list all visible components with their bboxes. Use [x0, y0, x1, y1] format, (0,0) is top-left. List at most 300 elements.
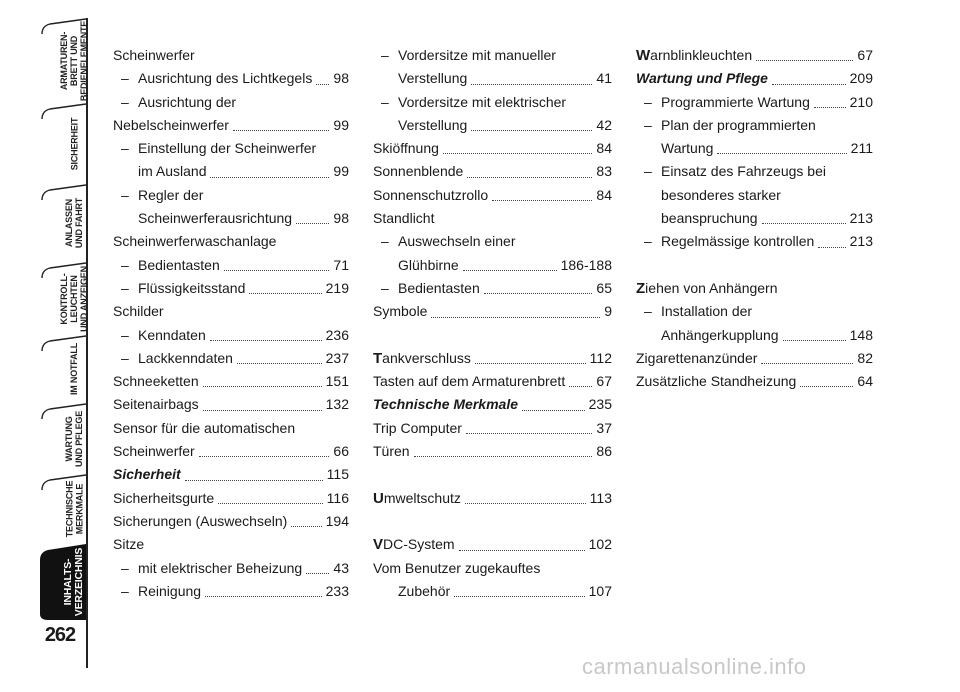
index-entry	[113, 533, 349, 556]
index-entry	[373, 207, 612, 230]
entry-page-number[interactable]: 67	[854, 44, 873, 67]
entry-text: Bedientasten	[138, 256, 220, 273]
index-entry	[636, 91, 873, 114]
entry-text: im Ausland	[138, 163, 207, 180]
sidebar-tab-3[interactable]	[40, 184, 108, 262]
entry-label	[398, 257, 462, 273]
index-entry	[113, 137, 349, 160]
entry-label	[113, 513, 290, 529]
index-entry	[373, 370, 612, 393]
entry-page-number[interactable]: 151	[323, 370, 349, 393]
entry-text: Sonnenblende	[373, 163, 464, 180]
tab-label: SICHERHEIT	[68, 117, 79, 170]
entry-page-number[interactable]: 43	[330, 557, 349, 580]
index-entry	[373, 44, 612, 67]
index-entry	[373, 137, 612, 160]
entry-text: Sicherheitsgurte	[113, 489, 215, 506]
index-entry	[113, 300, 349, 323]
tab-label-wrap	[40, 262, 108, 335]
entry-label	[121, 350, 236, 366]
index-column-3	[636, 44, 873, 393]
entry-page-number[interactable]: 66	[330, 440, 349, 463]
entry-text: Sicherungen (Auswechseln)	[113, 512, 288, 529]
index-entry	[636, 184, 873, 207]
entry-text: Verstellung	[398, 116, 468, 133]
entry-text: Sicherheit	[113, 466, 181, 483]
entry-page-number[interactable]: 219	[323, 277, 349, 300]
index-entry	[113, 44, 349, 67]
index-entry	[373, 160, 612, 183]
entry-label	[644, 94, 813, 110]
page-number: 262	[44, 624, 76, 646]
leader-dots	[814, 107, 846, 108]
entry-text: Einstellung der Scheinwerfer	[138, 140, 317, 157]
leader-dots	[296, 223, 329, 224]
entry-text: DC-System	[383, 536, 455, 553]
entry-page-number[interactable]: 148	[847, 324, 873, 347]
entry-page-number[interactable]: 213	[847, 207, 873, 230]
leader-dots	[484, 293, 592, 294]
index-entry	[113, 580, 349, 603]
entry-page-number[interactable]: 99	[330, 114, 349, 137]
dash-marker: –	[644, 93, 652, 110]
dash-marker: –	[121, 256, 129, 273]
entry-page-number[interactable]: 65	[593, 277, 612, 300]
leader-dots	[471, 84, 592, 85]
dash-marker: –	[121, 70, 129, 87]
index-entry	[373, 300, 612, 323]
entry-label	[138, 210, 295, 226]
tab-label: KONTROLL- LEUCHTEN UND ANZEIGEN	[59, 265, 89, 332]
tab-label: WARTUNG UND PFLEGE	[63, 410, 84, 467]
leader-dots	[522, 410, 585, 411]
tab-label-wrap	[40, 474, 108, 544]
entry-label	[121, 257, 223, 273]
leader-dots	[414, 456, 592, 457]
index-entry	[636, 137, 873, 160]
entry-label	[121, 583, 204, 599]
sidebar-tab-6[interactable]	[40, 403, 108, 474]
entry-page-number[interactable]: 186-188	[558, 254, 612, 277]
entry-page-number[interactable]: 86	[593, 440, 612, 463]
dash-marker: –	[381, 93, 389, 110]
index-entry	[373, 580, 612, 603]
entry-page-number[interactable]: 112	[587, 347, 612, 370]
dash-marker: –	[121, 279, 129, 296]
entry-label	[636, 280, 781, 296]
entry-label	[398, 117, 470, 133]
tab-label: IM NOTFALL	[69, 343, 79, 395]
entry-text: Wartung und Pflege	[636, 70, 768, 87]
index-entry	[636, 114, 873, 137]
leader-dots	[467, 177, 592, 178]
leader-dots	[772, 84, 846, 85]
entry-text: Schilder	[113, 303, 164, 320]
entry-text: Ausrichtung der	[138, 93, 237, 110]
entry-text: Tasten auf dem Armaturenbrett	[373, 373, 566, 390]
entry-label	[121, 187, 206, 203]
tab-label-wrap	[40, 184, 108, 262]
entry-text: Sitze	[113, 536, 145, 553]
leader-dots	[818, 247, 846, 248]
leader-dots	[431, 317, 600, 318]
entry-text: mit elektrischer Beheizung	[138, 559, 303, 576]
dash-marker: –	[121, 559, 129, 576]
entry-text: Nebelscheinwerfer	[113, 116, 229, 133]
leader-dots	[249, 293, 322, 294]
entry-text: Sonnenschutzrollo	[373, 186, 489, 203]
leader-dots	[306, 573, 329, 574]
entry-text: mweltschutz	[383, 489, 461, 506]
entry-page-number[interactable]: 99	[330, 160, 349, 183]
index-entry	[113, 207, 349, 230]
entry-label	[373, 373, 568, 389]
leader-dots	[717, 153, 847, 154]
entry-label	[121, 140, 319, 156]
dash-marker: –	[121, 349, 129, 366]
dash-marker: –	[644, 163, 652, 180]
index-spacer	[636, 254, 873, 277]
entry-text: Sensor für die automatischen	[113, 419, 296, 436]
leader-dots	[465, 503, 586, 504]
leader-dots	[237, 363, 322, 364]
entry-label	[121, 70, 315, 86]
entry-text: Seitenairbags	[113, 396, 199, 413]
sidebar-tab-8[interactable]	[40, 544, 108, 620]
index-entry	[373, 67, 612, 90]
leader-dots	[471, 130, 592, 131]
index-entry	[113, 440, 349, 463]
entry-text: Verstellung	[398, 70, 468, 87]
entry-page-number[interactable]: 42	[593, 114, 612, 137]
index-entry	[113, 487, 349, 510]
entry-text: Technische Merkmale	[373, 396, 518, 413]
index-entry	[113, 67, 349, 90]
index-entry	[373, 277, 612, 300]
entry-label	[661, 140, 716, 156]
entry-label	[644, 117, 819, 133]
dash-marker: –	[644, 116, 652, 133]
entry-text: arnblinkleuchten	[650, 47, 753, 63]
leader-dots	[492, 200, 592, 201]
dash-marker: –	[381, 47, 389, 63]
entry-text: Vordersitze mit manueller	[398, 47, 556, 63]
index-entry	[636, 370, 873, 393]
leader-dots	[185, 480, 323, 481]
index-entry	[113, 254, 349, 277]
entry-page-number[interactable]: 235	[586, 393, 612, 416]
index-entry	[113, 463, 349, 486]
leader-dots	[761, 363, 853, 364]
entry-text: Trip Computer	[373, 419, 462, 436]
index-entry	[113, 370, 349, 393]
dash-marker: –	[644, 303, 652, 320]
entry-page-number[interactable]: 115	[324, 463, 349, 486]
entry-page-number[interactable]: 71	[330, 254, 349, 277]
leader-dots	[233, 130, 329, 131]
index-entry	[373, 184, 612, 207]
entry-page-number[interactable]: 233	[323, 580, 349, 603]
entry-text: Scheinwerfer	[113, 443, 195, 460]
entry-text: Zigarettenanzünder	[636, 349, 758, 366]
entry-label	[661, 210, 761, 226]
entry-text: Flüssigkeitsstand	[138, 279, 246, 296]
entry-label	[373, 443, 413, 459]
leader-dots	[800, 386, 853, 387]
index-entry	[373, 440, 612, 463]
entry-label	[636, 70, 771, 86]
entry-label	[644, 233, 817, 249]
entry-text: ankverschluss	[382, 349, 471, 366]
index-entry	[636, 277, 873, 300]
dash-marker: –	[121, 140, 129, 157]
entry-text: Kenndaten	[138, 326, 206, 343]
index-spacer	[373, 463, 612, 486]
entry-text: Auswechseln einer	[398, 233, 516, 250]
leader-dots	[205, 596, 322, 597]
entry-label	[373, 560, 543, 576]
entry-text: Lackkenndaten	[138, 349, 233, 366]
entry-label	[381, 47, 559, 63]
index-column-2	[373, 44, 612, 603]
index-entry	[636, 207, 873, 230]
leader-dots	[783, 340, 846, 341]
leader-dots	[463, 270, 557, 271]
entry-label	[373, 140, 442, 156]
entry-label	[373, 536, 458, 552]
entry-page-number[interactable]: 116	[324, 487, 349, 510]
index-entry	[113, 557, 349, 580]
entry-page-number[interactable]: 210	[847, 91, 873, 114]
index-spacer	[373, 510, 612, 533]
entry-label	[381, 94, 569, 110]
entry-text: Skiöffnung	[373, 140, 439, 157]
leader-dots	[316, 84, 329, 85]
entry-text: Ausrichtung des Lichtkegels	[138, 70, 313, 87]
index-entry	[373, 114, 612, 137]
entry-label	[636, 373, 799, 389]
leader-dots	[210, 340, 322, 341]
entry-page-number[interactable]: 237	[323, 347, 349, 370]
entry-label	[373, 396, 521, 412]
index-entry	[373, 91, 612, 114]
entry-page-number[interactable]: 98	[330, 207, 349, 230]
entry-page-number[interactable]: 102	[586, 533, 612, 556]
entry-page-number[interactable]: 67	[593, 370, 612, 393]
entry-text: iehen von Anhängern	[645, 279, 778, 296]
entry-label	[121, 94, 239, 110]
leader-dots	[210, 177, 329, 178]
leader-dots	[443, 153, 592, 154]
index-entry	[636, 160, 873, 183]
initial-letter: Z	[636, 279, 646, 297]
dash-marker: –	[381, 233, 389, 250]
entry-page-number[interactable]: 37	[593, 417, 612, 440]
entry-page-number[interactable]: 113	[587, 487, 612, 510]
entry-label	[636, 350, 760, 366]
index-column-1	[113, 44, 349, 603]
entry-label	[373, 350, 474, 366]
sidebar-tab-1[interactable]	[40, 18, 108, 103]
dash-marker: –	[121, 582, 129, 599]
index-entry	[113, 324, 349, 347]
entry-text: Scheinwerferausrichtung	[138, 210, 293, 227]
entry-text: Scheinwerferwaschanlage	[113, 233, 277, 250]
watermark: carmanualsonline.info	[582, 654, 807, 679]
entry-page-number[interactable]: 84	[593, 184, 612, 207]
entry-label	[644, 303, 755, 319]
entry-label	[121, 560, 305, 576]
entry-page-number[interactable]: 98	[330, 67, 349, 90]
index-entry	[113, 393, 349, 416]
index-entry	[113, 160, 349, 183]
entry-label	[121, 280, 248, 296]
entry-text: Vom Benutzer zugekauftes	[373, 559, 541, 576]
index-entry	[113, 114, 349, 137]
entry-text: Zusätzliche Standheizung	[636, 373, 797, 390]
tab-label: ARMATUREN- BRETT UND BEDIENELEMENTE	[59, 20, 89, 101]
entry-label	[644, 163, 829, 179]
entry-label	[661, 327, 782, 343]
entry-text: Symbole	[373, 303, 428, 320]
index-entry	[113, 91, 349, 114]
entry-page-number[interactable]: 211	[848, 137, 873, 160]
initial-letter: W	[636, 47, 651, 64]
entry-page-number[interactable]: 132	[323, 393, 349, 416]
entry-label	[113, 420, 298, 436]
entry-page-number[interactable]: 107	[586, 580, 612, 603]
leader-dots	[218, 503, 323, 504]
entry-page-number[interactable]: 84	[593, 137, 612, 160]
entry-page-number[interactable]: 9	[601, 300, 612, 323]
entry-label	[113, 233, 279, 249]
initial-letter: V	[373, 536, 384, 554]
index-entry	[373, 533, 612, 556]
entry-label	[373, 210, 437, 226]
entry-page-number[interactable]: 209	[847, 67, 873, 90]
leader-dots	[459, 550, 585, 551]
tab-label-wrap	[40, 103, 108, 184]
initial-letter: U	[373, 489, 384, 507]
entry-label	[113, 303, 167, 319]
entry-text: Einsatz des Fahrzeugs bei	[661, 163, 826, 180]
tab-label: INHALTS- VERZEICHNIS	[62, 547, 85, 617]
entry-text: Zubehör	[398, 582, 451, 599]
entry-text: Vordersitze mit elektrischer	[398, 93, 567, 110]
leader-dots	[569, 386, 592, 387]
tab-label: TECHNISCHE MERKMALE	[63, 480, 84, 538]
leader-dots	[475, 363, 586, 364]
index-entry	[113, 184, 349, 207]
entry-label	[636, 47, 755, 63]
entry-page-number[interactable]: 64	[854, 370, 873, 393]
entry-text: besonderes starker	[661, 186, 781, 203]
leader-dots	[199, 456, 329, 457]
index-entry	[636, 300, 873, 323]
entry-label	[121, 327, 209, 343]
entry-label	[373, 163, 466, 179]
index-entry	[373, 230, 612, 253]
index-entry	[113, 510, 349, 533]
entry-text: Scheinwerfer	[113, 47, 195, 63]
entry-label	[113, 117, 232, 133]
entry-label	[373, 303, 430, 319]
entry-text: beanspruchung	[661, 210, 758, 227]
entry-text: Wartung	[661, 140, 714, 157]
leader-dots	[224, 270, 329, 271]
tab-label-wrap	[40, 544, 108, 620]
entry-text: Glühbirne	[398, 256, 459, 273]
entry-text: Programmierte Wartung	[661, 93, 810, 110]
entry-text: Regler der	[138, 186, 204, 203]
leader-dots	[756, 60, 853, 61]
entry-page-number[interactable]: 194	[323, 510, 349, 533]
entry-label	[113, 443, 198, 459]
entry-label	[373, 420, 465, 436]
index-entry	[373, 393, 612, 416]
entry-text: Regelmässige kontrollen	[661, 233, 815, 250]
tab-label-wrap	[40, 335, 108, 403]
dash-marker: –	[121, 326, 129, 343]
entry-label	[113, 536, 147, 552]
entry-label	[113, 466, 184, 482]
leader-dots	[454, 596, 585, 597]
entry-text: Reinigung	[138, 582, 202, 599]
sidebar-tab-7[interactable]	[40, 474, 108, 544]
entry-label	[113, 490, 217, 506]
sidebar-tab-4[interactable]	[40, 262, 108, 335]
leader-dots	[466, 433, 592, 434]
entry-page-number[interactable]: 213	[847, 230, 873, 253]
entry-label	[138, 163, 209, 179]
tab-label-wrap	[40, 403, 108, 474]
tab-label-wrap	[40, 18, 108, 103]
entry-label	[398, 583, 453, 599]
entry-label	[381, 233, 519, 249]
entry-text: Bedientasten	[398, 279, 480, 296]
tab-label: ANLASSEN UND FAHRT	[63, 197, 84, 249]
entry-text: Standlicht	[373, 210, 435, 227]
dash-marker: –	[121, 93, 129, 110]
dash-marker: –	[381, 279, 389, 296]
entry-label	[113, 373, 202, 389]
index-entry	[636, 347, 873, 370]
index-entry	[373, 557, 612, 580]
sidebar-tab-5[interactable]	[40, 335, 108, 403]
leader-dots	[762, 223, 846, 224]
entry-label	[381, 280, 483, 296]
index-entry	[113, 277, 349, 300]
entry-page-number[interactable]: 83	[593, 160, 612, 183]
index-entry	[636, 44, 873, 67]
entry-label	[661, 187, 784, 203]
entry-label	[373, 187, 491, 203]
sidebar-tab-2[interactable]	[40, 103, 108, 184]
index-entry	[113, 230, 349, 253]
leader-dots	[203, 410, 322, 411]
entry-label	[113, 47, 198, 63]
dash-marker: –	[121, 186, 129, 203]
entry-text: Schneeketten	[113, 373, 199, 390]
entry-label	[373, 490, 464, 506]
entry-page-number[interactable]: 236	[323, 324, 349, 347]
entry-page-number[interactable]: 41	[593, 67, 612, 90]
index-entry	[373, 347, 612, 370]
entry-label	[113, 396, 202, 412]
index-entry	[636, 67, 873, 90]
entry-text: Türen	[373, 443, 410, 460]
entry-page-number[interactable]: 82	[854, 347, 873, 370]
